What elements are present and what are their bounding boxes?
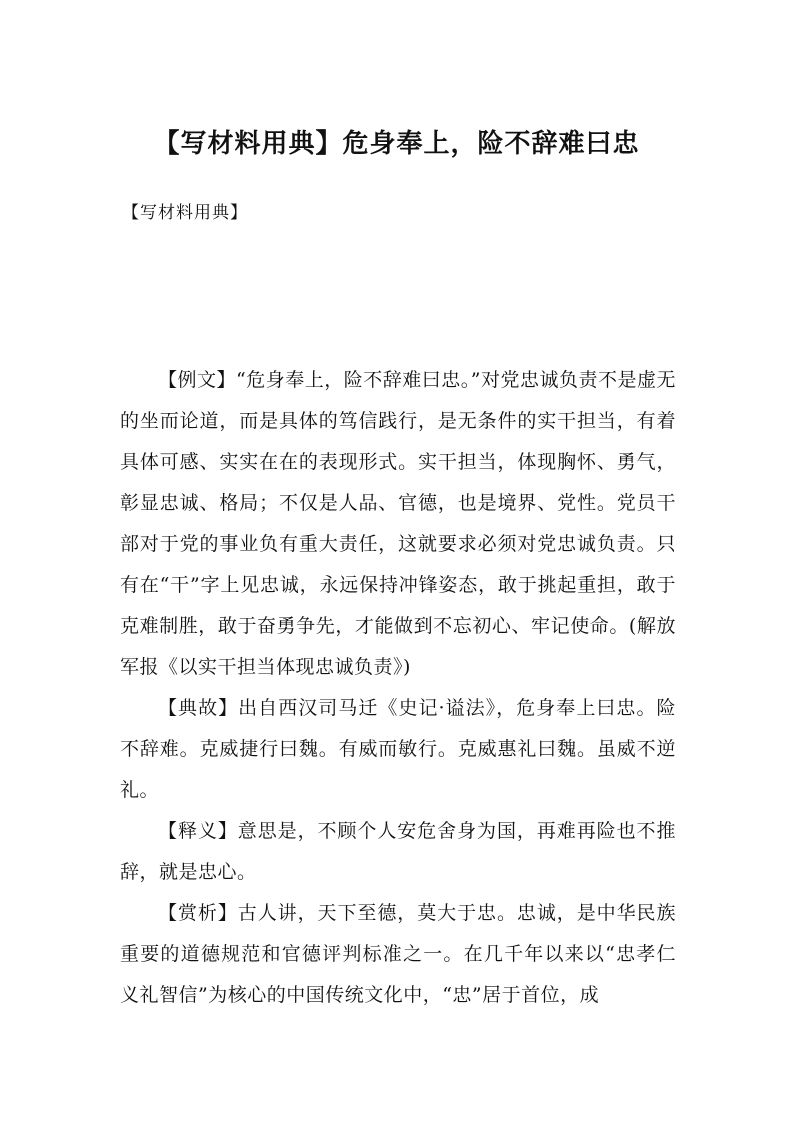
document-body (120, 360, 676, 1016)
paragraph-interpretation: 【释义】意思是，不顾个人安危舍身为国，再难再险也不推辞，就是忠心。 (120, 820, 676, 883)
paragraph-appreciation: 【赏析】古人讲，天下至德，莫大于忠。忠诚，是中华民族重要的道德规范和官德评判标准之一。在几千年以来以“忠孝仁义礼智信”为核心的中国传统文化中，“忠”居于首位，成 (120, 902, 676, 1006)
paragraph-allusion: 【典故】出自西汉司马迁《史记·谥法》，危身奉上曰忠。险不辞难。克威捷行曰魏。有威而敏行。克威惠礼曰魏。虽威不逆礼。 (120, 697, 676, 801)
document-subtitle: 【写材料用典】 (122, 203, 248, 223)
document-title: 【写材料用典】危身奉上，险不辞难曰忠 (153, 129, 640, 159)
paragraph-example: 【例文】“危身奉上，险不辞难曰忠。”对党忠诚负责不是虚无的坐而论道，而是具体的笃信践行，是无条件的实干担当，有着具体可感、实实在在的表现形式。实干担当，体现胸怀、勇气，彰显忠诚、格局；不仅是人品、官德，也是境界、党性。党员干部对于党的事业负有重大责任，这就要求必须对党忠诚负责。只有在“干”字上见忠诚，永远保持冲锋姿态，敢于挑起重担，敢于克难制胜，敢于奋勇争先，才能做到不忘初心、牢记使命。(解放军报《以实干担当体现忠诚负责》) (120, 369, 676, 678)
